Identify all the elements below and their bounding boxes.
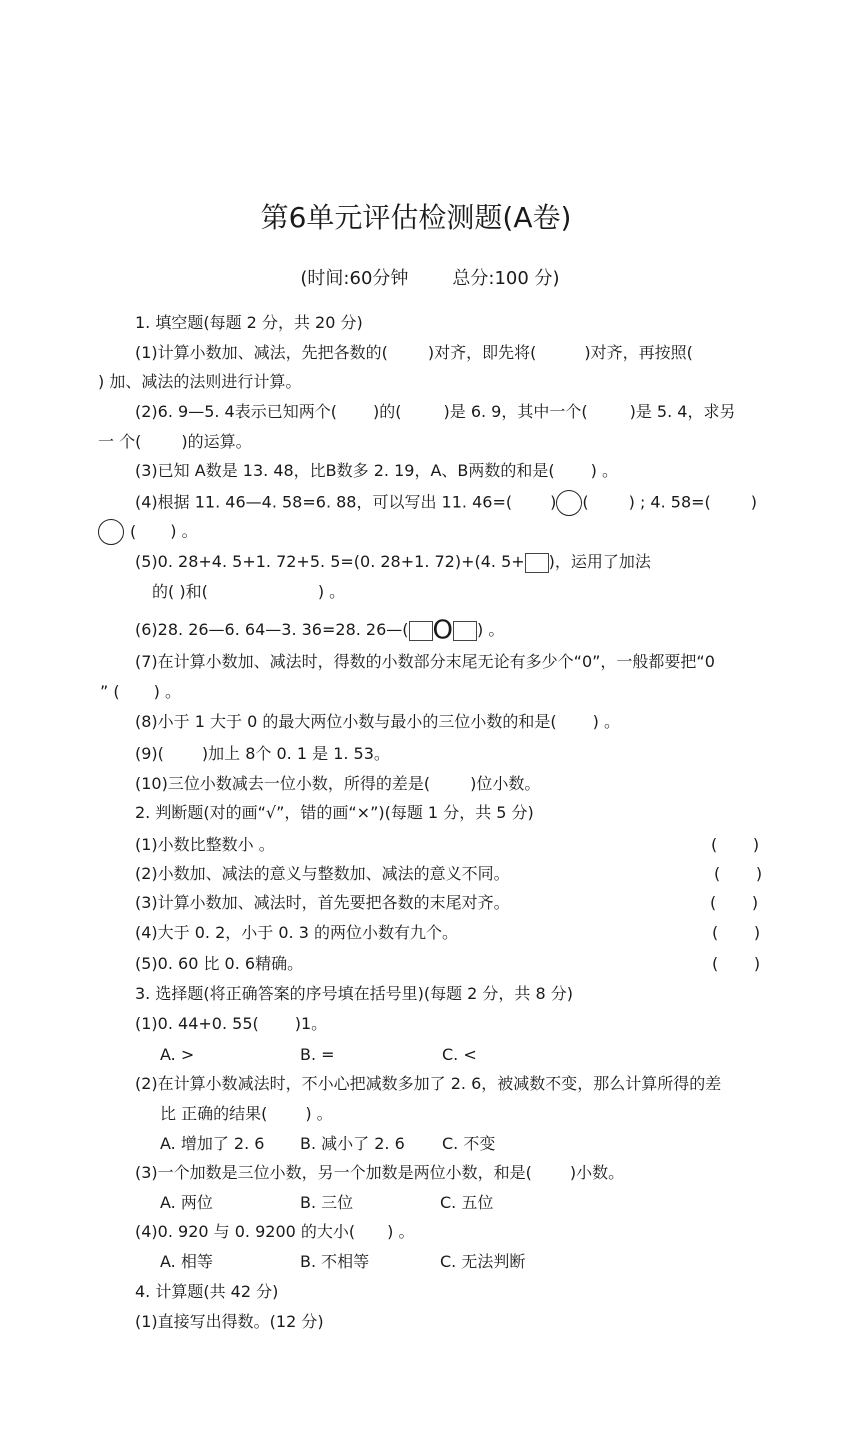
section2-heading: 2. 判断题(对的画“√”，错的画“×”)(每题 1 分，共 5 分) bbox=[135, 803, 534, 822]
choice-option-4c: C. 无法判断 bbox=[440, 1252, 526, 1271]
question-1-4-cont: ( ) 。 bbox=[98, 519, 198, 545]
section4-heading: 4. 计算题(共 42 分) bbox=[135, 1282, 279, 1301]
choice-option-1a: A. > bbox=[160, 1045, 195, 1064]
choice-option-2a: A. 增加了 2. 6 bbox=[160, 1134, 265, 1153]
question-1-9: (9)( )加上 8个 0. 1 是 1. 53。 bbox=[135, 744, 390, 763]
judge-item-3: (3)计算小数加、减法时，首先要把各数的末尾对齐。 bbox=[135, 893, 510, 912]
question-1-4: (4)根据 11. 46—4. 58=6. 88，可以写出 11. 46=( ) ( ) ; 4. 58=( ) bbox=[135, 490, 757, 516]
choice-option-3c: C. 五位 bbox=[440, 1193, 494, 1212]
choice-option-2c: C. 不变 bbox=[442, 1134, 496, 1153]
section3-heading: 3. 选择题(将正确答案的序号填在括号里)(每题 2 分，共 8 分) bbox=[135, 984, 574, 1003]
page-title: 第6单元评估检测题(A卷) bbox=[260, 201, 572, 234]
choice-option-3a: A. 两位 bbox=[160, 1193, 213, 1212]
choice-question-4: (4)0. 920 与 0. 9200 的大小( ) 。 bbox=[135, 1222, 415, 1241]
question-1-3: (3)已知 A数是 13. 48，比B数多 2. 19，A、B两数的和是( ) 。 bbox=[135, 461, 618, 480]
judge-item-1: (1)小数比整数小 。 bbox=[135, 835, 275, 854]
judge-bracket-4: ( ) bbox=[712, 923, 761, 942]
judge-bracket-2: ( ) bbox=[714, 864, 763, 883]
answer-box bbox=[525, 553, 549, 573]
choice-question-2: (2)在计算小数减法时，不小心把减数多加了 2. 6，被减数不变，那么计算所得的差 bbox=[135, 1074, 722, 1093]
judge-item-5: (5)0. 60 比 0. 6精确。 bbox=[135, 954, 304, 973]
judge-bracket-3: ( ) bbox=[710, 893, 759, 912]
choice-option-4b: B. 不相等 bbox=[300, 1252, 370, 1271]
question-1-7-cont: ” ( ) 。 bbox=[100, 682, 181, 701]
answer-box-right bbox=[453, 621, 477, 641]
judge-item-4: (4)大于 0. 2，小于 0. 3 的两位小数有九个。 bbox=[135, 923, 458, 942]
question-1-7: (7)在计算小数加、减法时，得数的小数部分末尾无论有多少个“0”，一般都要把“0 bbox=[135, 652, 715, 671]
choice-question-3: (3)一个加数是三位小数，另一个加数是两位小数，和是( )小数。 bbox=[135, 1163, 625, 1182]
operator-circle-2 bbox=[98, 519, 124, 545]
question-1-2-cont: 一 个( )的运算。 bbox=[98, 432, 252, 451]
answer-box-left bbox=[409, 621, 433, 641]
question-1-1: (1)计算小数加、减法，先把各数的( )对齐，即先将( )对齐，再按照( bbox=[135, 343, 693, 362]
choice-option-4a: A. 相等 bbox=[160, 1252, 213, 1271]
choice-option-1b: B. = bbox=[300, 1045, 335, 1064]
question-1-8: (8)小于 1 大于 0 的最大两位小数与最小的三位小数的和是( ) 。 bbox=[135, 712, 620, 731]
calc-question-1: (1)直接写出得数。(12 分) bbox=[135, 1312, 324, 1331]
judge-bracket-1: ( ) bbox=[711, 835, 760, 854]
page-subtitle bbox=[0, 264, 860, 290]
choice-option-1c: C. < bbox=[442, 1045, 477, 1064]
judge-bracket-5: ( ) bbox=[712, 954, 761, 973]
question-1-10: (10)三位小数减去一位小数，所得的差是( )位小数。 bbox=[135, 774, 541, 793]
choice-question-2-cont: 比 正确的结果( ) 。 bbox=[160, 1104, 333, 1123]
total-score: 总分:100 分) bbox=[452, 268, 560, 289]
question-1-2: (2)6. 9—5. 4表示已知两个( )的( )是 6. 9，其中一个( )是 5. 4，求另 bbox=[135, 402, 736, 421]
time-limit: (时间:60分钟 bbox=[300, 268, 409, 289]
section1-heading: 1. 填空题(每题 2 分，共 20 分) bbox=[135, 313, 363, 332]
question-1-5-cont: 的( )和( ) 。 bbox=[152, 582, 346, 601]
operator-circle bbox=[556, 490, 582, 516]
question-1-5: (5)0. 28+4. 5+1. 72+5. 5=(0. 28+1. 72)+(4. 5+ )，运用了加法 bbox=[135, 552, 651, 571]
choice-option-3b: B. 三位 bbox=[300, 1193, 354, 1212]
choice-option-2b: B. 减小了 2. 6 bbox=[300, 1134, 405, 1153]
question-1-1-cont: ) 加、减法的法则进行计算。 bbox=[98, 372, 302, 391]
choice-question-1: (1)0. 44+0. 55( )1。 bbox=[135, 1014, 328, 1033]
judge-item-2: (2)小数加、减法的意义与整数加、减法的意义不同。 bbox=[135, 864, 510, 883]
question-1-6: (6)28. 26—6. 64—3. 36=28. 26—( O ) 。 bbox=[135, 615, 505, 646]
operator-symbol: O bbox=[432, 615, 453, 646]
